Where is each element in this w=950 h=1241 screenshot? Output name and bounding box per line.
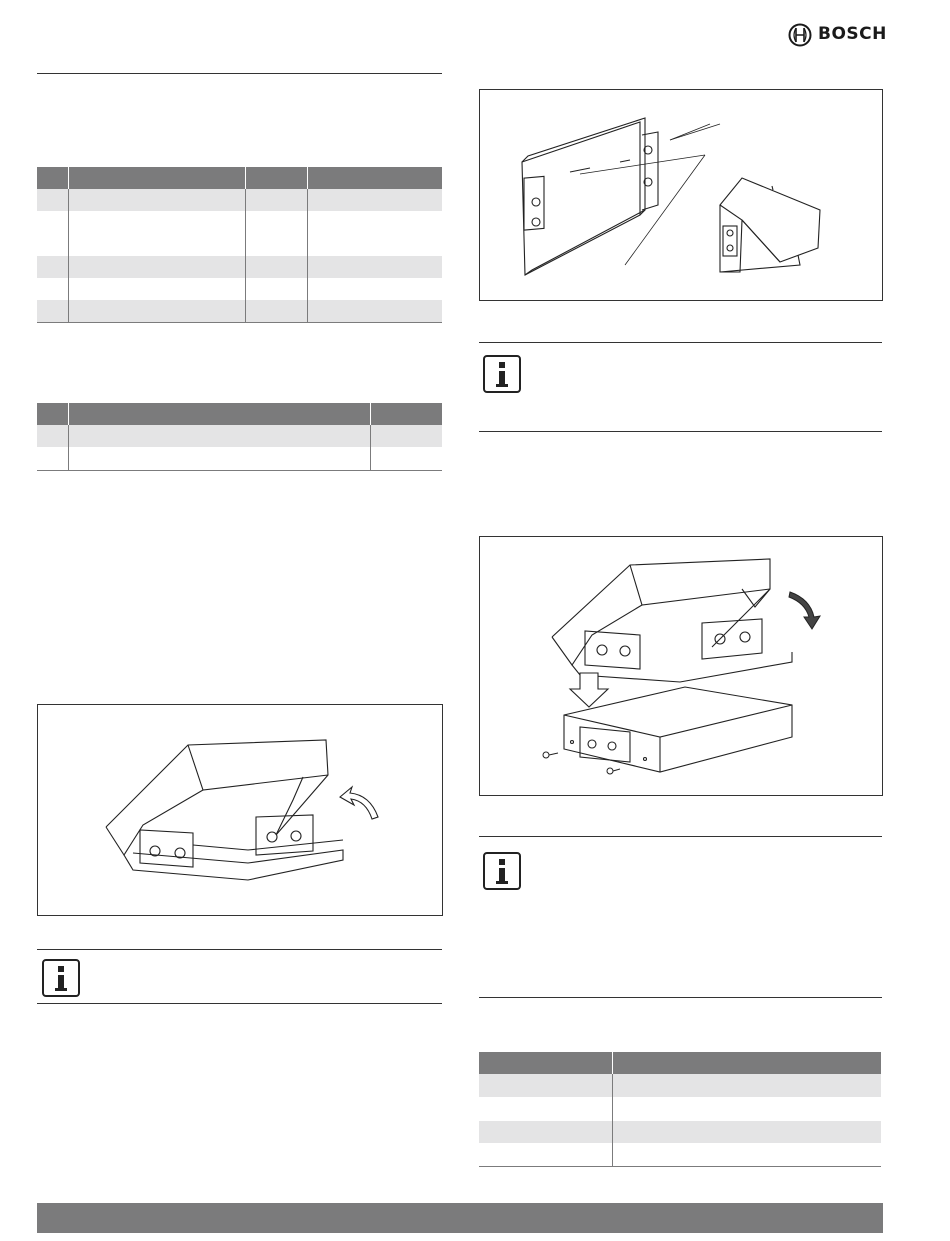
lid-assembly-drawing: [38, 705, 442, 915]
table-row: [37, 300, 442, 322]
curved-arrow-down-right-icon: [789, 592, 820, 629]
spec-table-2: [37, 403, 442, 471]
table-row: [479, 1121, 881, 1143]
note-rule-bottom-left: [37, 1003, 442, 1004]
footer-bar: [37, 1203, 883, 1233]
note-rule-bottom-right-1: [479, 431, 882, 432]
section-rule-right: [479, 997, 882, 998]
table-row: [479, 1143, 881, 1166]
table-header-row: [479, 1052, 881, 1074]
table-row: [479, 1074, 881, 1097]
lid-closing-drawing: [480, 537, 882, 795]
table-row: [37, 425, 442, 447]
wall-mount-drawing: [480, 90, 882, 300]
table-header-row: [37, 167, 442, 189]
spec-table-3: [479, 1052, 881, 1167]
note-rule-top-right-1: [479, 342, 882, 343]
table-row: [479, 1097, 881, 1121]
bosch-armature-icon: [788, 23, 814, 47]
block-arrow-down-icon: [570, 673, 608, 707]
table-row: [37, 256, 442, 278]
figure-wall-mount: [479, 89, 883, 301]
spec-table-1: [37, 167, 442, 323]
bosch-logo: [788, 23, 888, 47]
table-header-row: [37, 403, 442, 425]
note-rule-top-right-2: [479, 836, 882, 837]
info-icon: [483, 355, 521, 393]
figure-lid-open: [37, 704, 443, 916]
curved-arrow-up-left-icon: [340, 787, 378, 819]
table-row: [37, 278, 442, 300]
table-row: [37, 447, 442, 470]
brand-name: BOSCH: [818, 24, 887, 44]
info-icon: [483, 852, 521, 890]
info-icon: [42, 959, 80, 997]
note-rule-top-left: [37, 949, 442, 950]
figure-lid-closing: [479, 536, 883, 796]
table-row: [37, 211, 442, 256]
section-rule-left-top: [37, 73, 442, 74]
table-row: [37, 189, 442, 211]
screw-icon: [543, 752, 620, 774]
